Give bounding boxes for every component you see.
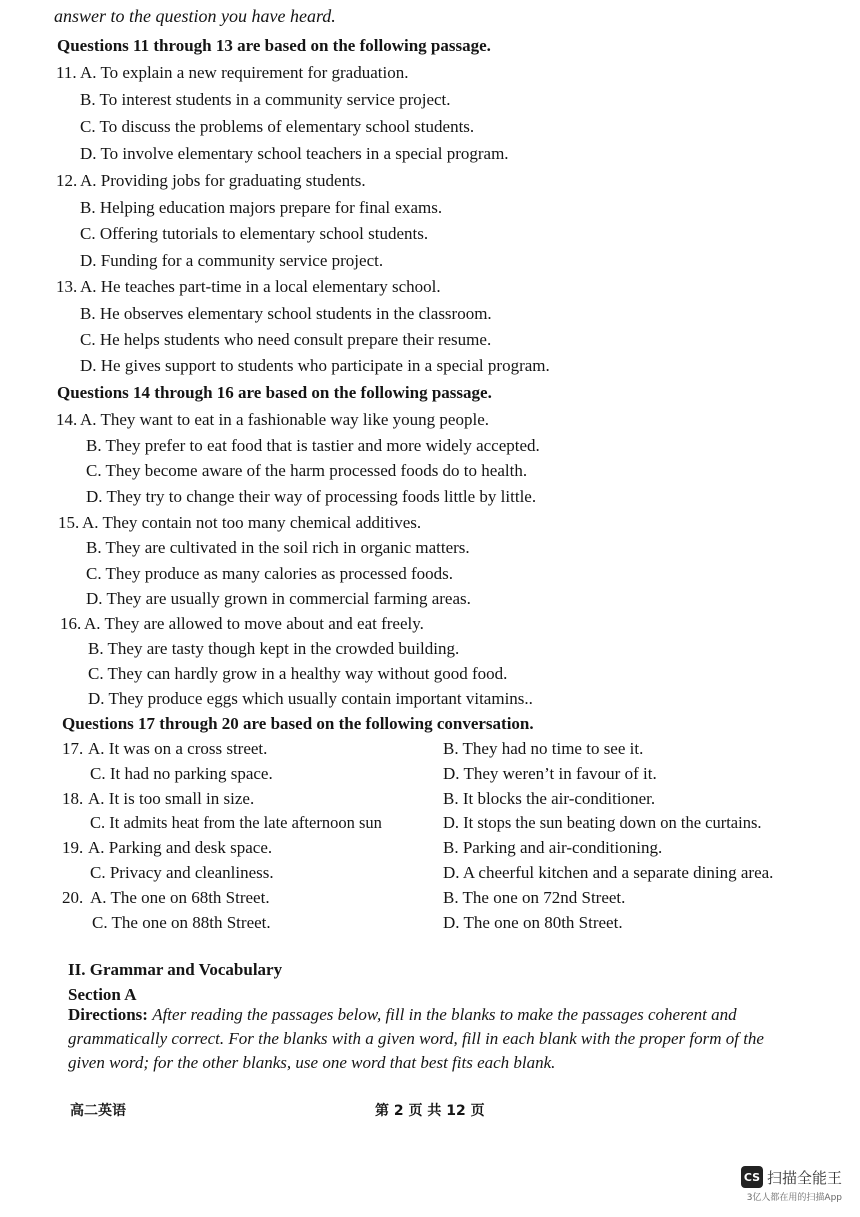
option-15d: D. They are usually grown in commercial farming areas. <box>86 589 471 608</box>
question-number-11: 11. <box>56 63 77 82</box>
option-19d: D. A cheerful kitchen and a separate dining area. <box>443 863 774 882</box>
option-20b: B. The one on 72nd Street. <box>443 888 626 907</box>
question-number-15: 15. <box>58 513 80 532</box>
option-15a: A. They contain not too many chemical additives. <box>82 513 422 532</box>
part-title: II. Grammar and Vocabulary <box>68 960 283 979</box>
option-20a: A. The one on 68th Street. <box>90 888 270 907</box>
option-17b: B. They had no time to see it. <box>443 739 644 758</box>
option-11c: C. To discuss the problems of elementary school students. <box>80 117 475 136</box>
option-12d: D. Funding for a community service project. <box>80 251 384 270</box>
option-17c: C. It had no parking space. <box>90 764 273 783</box>
top-fragment: answer to the question you have heard. <box>54 6 336 26</box>
option-18d: D. It stops the sun beating down on the curtains. <box>443 813 762 832</box>
question-number-17: 17. <box>62 739 84 758</box>
option-16b: B. They are tasty though kept in the crowded building. <box>88 639 460 658</box>
option-13c: C. He helps students who need consult prepare their resume. <box>80 330 492 349</box>
option-15c: C. They produce as many calories as processed foods. <box>86 564 453 583</box>
option-17d: D. They weren’t in favour of it. <box>443 764 657 783</box>
question-number-19: 19. <box>62 838 84 857</box>
option-16d: D. They produce eggs which usually contain important vitamins.. <box>88 689 533 708</box>
option-18c: C. It admits heat from the late afternoon sun <box>90 813 382 832</box>
question-number-20: 20. <box>62 888 84 907</box>
option-14c: C. They become aware of the harm processed foods do to health. <box>86 461 528 480</box>
option-19b: B. Parking and air-conditioning. <box>443 838 663 857</box>
directions-text: After reading the passages below, fill in the blanks to make the passages coherent and grammatically correct. For the blanks with a given word, fill in each blank with the proper form of the given word; for the other blanks, use one word that best fits each blank. <box>68 1005 764 1072</box>
section-heading-11-13: Questions 11 through 13 are based on the following passage. <box>57 36 491 55</box>
section-heading-14-16: Questions 14 through 16 are based on the following passage. <box>57 383 492 402</box>
question-number-16: 16. <box>60 614 82 633</box>
option-12c: C. Offering tutorials to elementary school students. <box>80 224 429 243</box>
option-18b: B. It blocks the air-conditioner. <box>443 789 656 808</box>
option-14d: D. They try to change their way of processing foods little by little. <box>86 487 537 506</box>
option-20d: D. The one on 80th Street. <box>443 913 623 932</box>
option-11b: B. To interest students in a community service project. <box>80 90 451 109</box>
option-12a: A. Providing jobs for graduating students. <box>80 171 366 190</box>
option-11d: D. To involve elementary school teachers in a special program. <box>80 144 509 163</box>
section-title: Section A <box>68 985 137 1004</box>
footer-subject: 高二英语 <box>70 1103 126 1119</box>
option-15b: B. They are cultivated in the soil rich in organic matters. <box>86 538 470 557</box>
option-14a: A. They want to eat in a fashionable way like young people. <box>80 410 489 429</box>
directions-label: Directions: <box>68 1005 148 1024</box>
option-12b: B. Helping education majors prepare for final exams. <box>80 198 443 217</box>
option-19a: A. Parking and desk space. <box>88 838 273 857</box>
option-13a: A. He teaches part-time in a local elementary school. <box>80 277 441 296</box>
option-20c: C. The one on 88th Street. <box>92 913 271 932</box>
option-14b: B. They prefer to eat food that is tastier and more widely accepted. <box>86 436 540 455</box>
option-11a: A. To explain a new requirement for graduation. <box>80 63 409 82</box>
footer-page-number: 第 2 页 共 12 页 <box>375 1103 485 1119</box>
option-16a: A. They are allowed to move about and eat freely. <box>84 614 424 633</box>
camscanner-logo-icon: CS <box>741 1166 763 1188</box>
option-17a: A. It was on a cross street. <box>88 739 268 758</box>
option-16c: C. They can hardly grow in a healthy way without good food. <box>88 664 508 683</box>
option-19c: C. Privacy and cleanliness. <box>90 863 274 882</box>
watermark-tagline: 3亿人都在用的扫描App <box>746 1193 842 1203</box>
question-number-18: 18. <box>62 789 84 808</box>
question-number-14: 14. <box>56 410 78 429</box>
scanner-watermark <box>741 1166 842 1203</box>
option-18a: A. It is too small in size. <box>88 789 255 808</box>
watermark-app-name: 扫描全能王 <box>766 1168 842 1187</box>
question-number-13: 13. <box>56 277 78 296</box>
directions <box>68 1003 788 1075</box>
option-13b: B. He observes elementary school students in the classroom. <box>80 304 492 323</box>
option-13d: D. He gives support to students who participate in a special program. <box>80 356 550 375</box>
section-heading-17-20: Questions 17 through 20 are based on the following conversation. <box>62 714 534 733</box>
question-number-12: 12. <box>56 171 78 190</box>
